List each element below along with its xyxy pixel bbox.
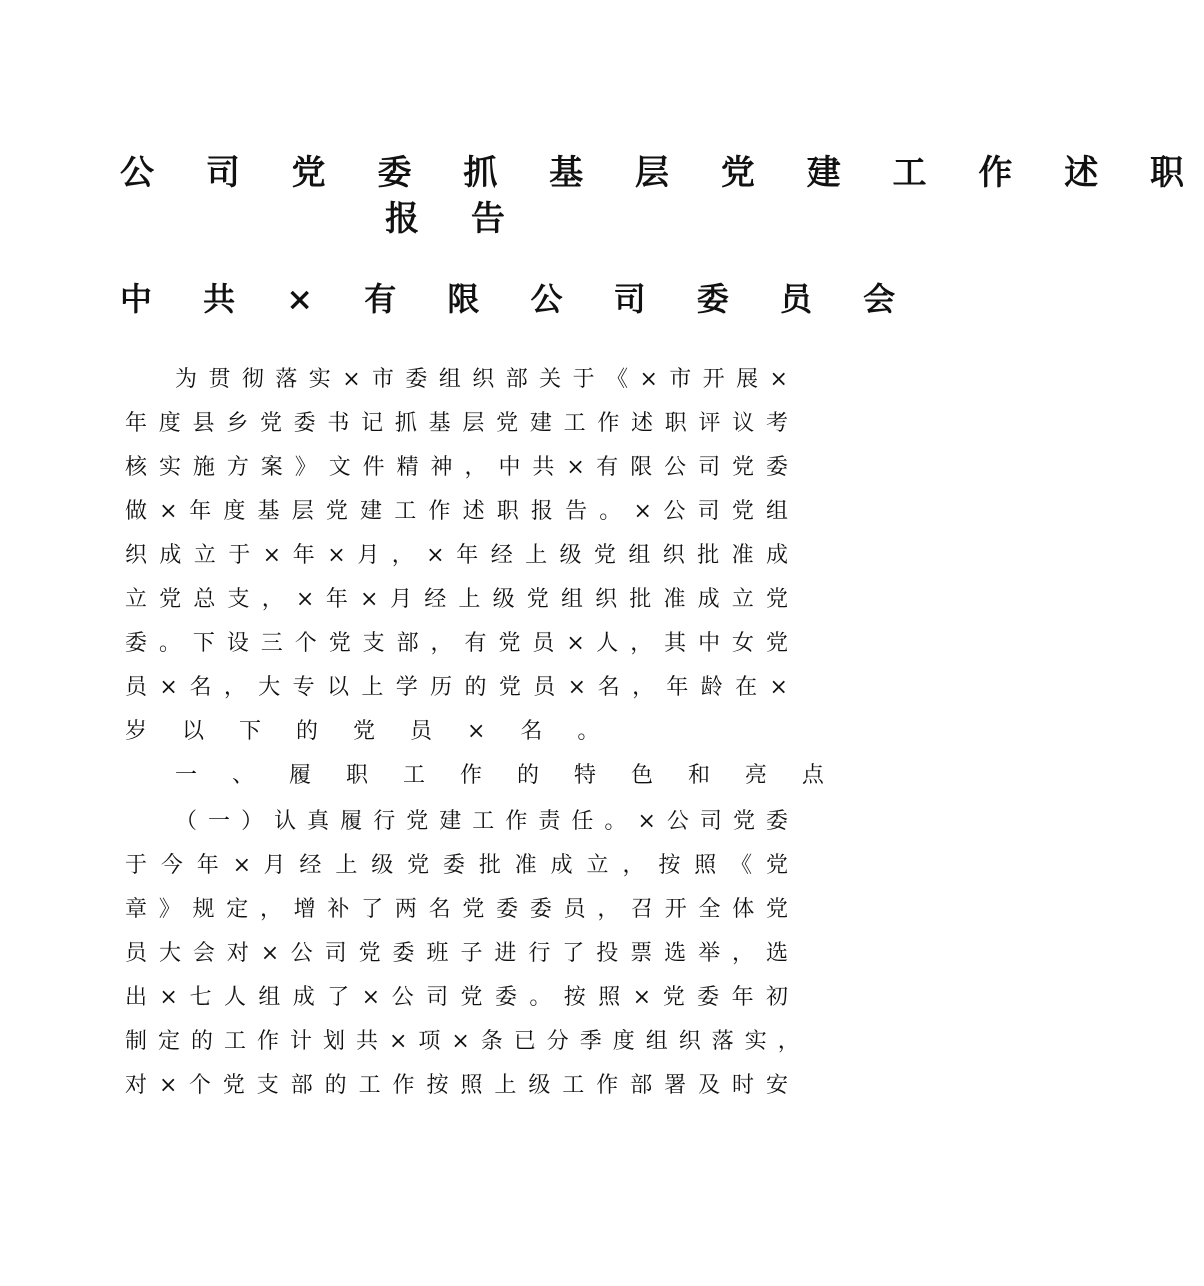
organization-name: 中 共 × 有 限 公 司 委 员 会 [120,280,916,318]
paragraph-1 [125,358,790,754]
paragraph-line: 立 党 总 支 ， × 年 × 月 经 上 级 党 组 织 批 准 成 立 党 [125,587,790,612]
section-heading-block [125,754,838,798]
paragraph-line: 对 × 个 党 支 部 的 工 作 按 照 上 级 工 作 部 署 及 时 安 [125,1073,790,1098]
paragraph-line: 出 × 七 人 组 成 了 × 公 司 党 委 。 按 照 × 党 委 年 初 [125,985,790,1010]
paragraph-line: 核 实 施 方 案 》 文 件 精 神 ， 中 共 × 有 限 公 司 党 委 [125,455,790,480]
paragraph-line: 制 定 的 工 作 计 划 共 × 项 × 条 已 分 季 度 组 织 落 实 ， [125,1029,802,1054]
paragraph-line: 章 》 规 定 ， 增 补 了 两 名 党 委 委 员 ， 召 开 全 体 党 [125,897,790,922]
document-title-line-2: 报 告 [385,199,525,239]
paragraph-line: 织 成 立 于 × 年 × 月 ， × 年 经 上 级 党 组 织 批 准 成 [125,543,790,568]
paragraph-line: 岁 以 下 的 党 员 × 名 。 [125,719,614,744]
paragraph-line: 年 度 县 乡 党 委 书 记 抓 基 层 党 建 工 作 述 职 评 议 考 [125,411,790,436]
paragraph-line: 员 × 名 ， 大 专 以 上 学 历 的 党 员 × 名 ， 年 龄 在 × [125,675,790,700]
section-heading: 一 、 履 职 工 作 的 特 色 和 亮 点 [175,763,838,788]
paragraph-line: 委 。 下 设 三 个 党 支 部 ， 有 党 员 × 人 ， 其 中 女 党 [125,631,790,656]
paragraph-2 [125,800,802,1108]
paragraph-line: 做 × 年 度 基 层 党 建 工 作 述 职 报 告 。 × 公 司 党 组 [125,499,790,524]
paragraph-line: 员 大 会 对 × 公 司 党 委 班 子 进 行 了 投 票 选 举 ， 选 [125,941,790,966]
paragraph-line: 于 今 年 × 月 经 上 级 党 委 批 准 成 立 ， 按 照 《 党 [125,853,790,878]
document-title-line-1: 公 司 党 委 抓 基 层 党 建 工 作 述 职 [120,153,1204,193]
paragraph-line: （ 一 ） 认 真 履 行 党 建 工 作 责 任 。 × 公 司 党 委 [175,809,790,834]
paragraph-line: 为 贯 彻 落 实 × 市 委 组 织 部 关 于 《 × 市 开 展 × [175,367,790,392]
